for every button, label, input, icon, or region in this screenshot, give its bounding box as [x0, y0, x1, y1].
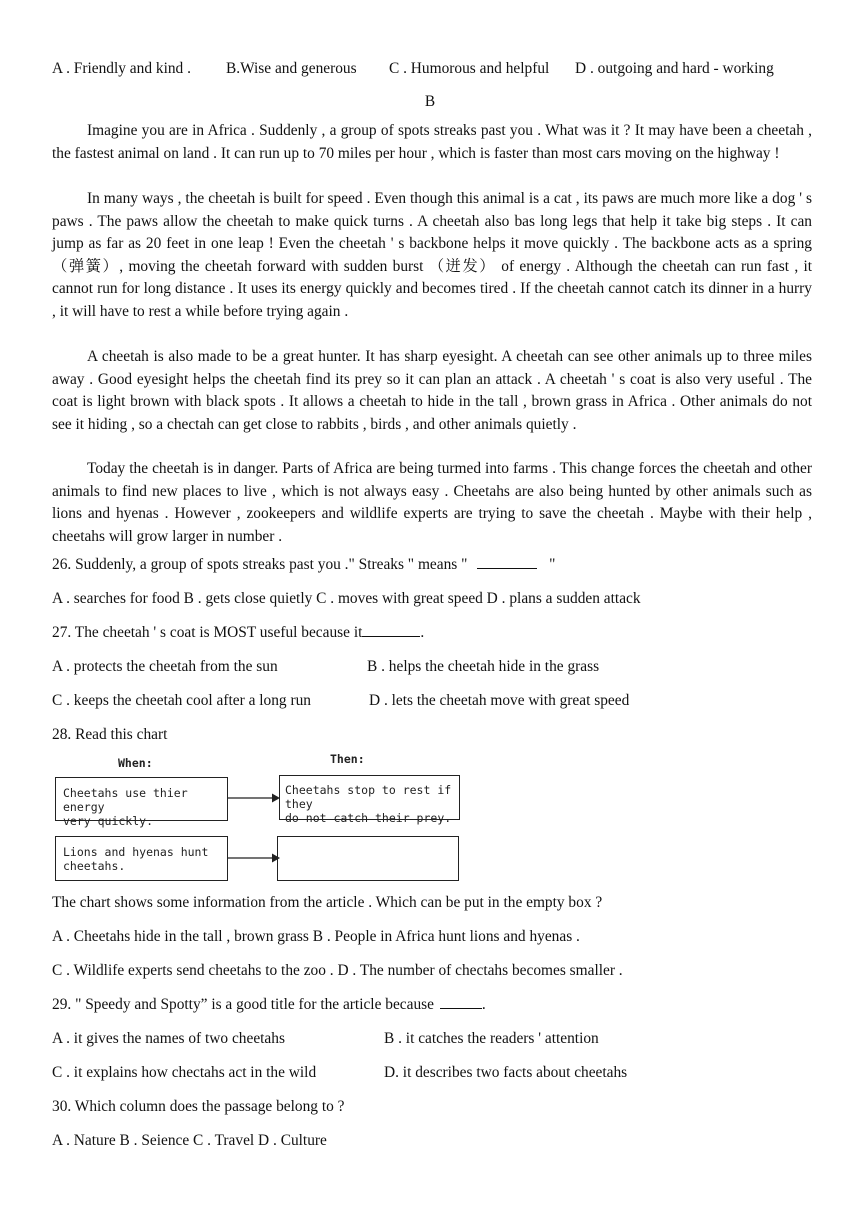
question-28-options-ab: A . Cheetahs hide in the tall , brown grass B . People in Africa hunt lions and hyenas .: [52, 928, 580, 945]
option-c: C . it explains how chectahs act in the wild: [52, 1064, 317, 1081]
passage-paragraph-1: Imagine you are in Africa . Suddenly , a group of spots streaks past you . What was it ? It may have been a cheetah , the fastest animal on land . It can run up to 70 miles per hour , which is faster than most cars moving on the highway !: [52, 122, 812, 162]
question-28-stem: 28. Read this chart: [52, 726, 168, 743]
passage-paragraph-4: Today the cheetah is in danger. Parts of Africa are being turmed into farms . This change forces the cheetah and other animals to find new places to live , which is not always easy . Cheetahs are also being hunted by other animals such as lions and hyenas . However , zookeepers and wildlife experts are trying to save the cheetah . Maybe with their help , cheetahs will grow larger in number .: [52, 460, 812, 545]
question-28-question: The chart shows some information from the article . Which can be put in the empty box ?: [52, 894, 603, 911]
option-d: D. it describes two facts about cheetahs: [384, 1064, 628, 1081]
option-b: B . it catches the readers ' attention: [384, 1030, 599, 1047]
question-27-stem: 27. The cheetah ' s coat is MOST useful because it: [52, 624, 363, 641]
passage-paragraph-3: A cheetah is also made to be a great hunter. It has sharp eyesight. A cheetah can see other animals up to three miles away . Good eyesight helps the cheetah find its prey so it can plan an attack . A cheetah ' s coat is also very useful . The coat is light brown with black spots . It allows a cheetah to hide in the tall , brown grass in Africa . Other animals do not see it hiding , so a chectah can get close to rabbits , birds , and other animals quietly .: [52, 348, 812, 433]
answer-blank: [477, 554, 537, 569]
option-c: C . keeps the cheetah cool after a long run: [52, 692, 311, 709]
chart-then-label: Then:: [330, 752, 365, 766]
question-28-options-cd: C . Wildlife experts send cheetahs to the zoo . D . The number of chectahs becomes smaller .: [52, 962, 623, 979]
chart-box-then-1: Cheetahs stop to rest if they do not catch their prey.: [279, 775, 460, 820]
answer-blank: [440, 994, 482, 1009]
chart-arrow-2: [228, 850, 280, 866]
option-a: A . protects the cheetah from the sun: [52, 658, 278, 675]
option-a: A . Friendly and kind .: [52, 60, 191, 77]
option-d: D . lets the cheetah move with great speed: [369, 692, 630, 709]
question-29: [52, 994, 812, 1017]
chart-box-when-1: Cheetahs use thier energy very quickly.: [55, 777, 228, 821]
option-b: B . helps the cheetah hide in the grass: [367, 658, 600, 675]
option-a: A . it gives the names of two cheetahs: [52, 1030, 285, 1047]
question-27-stem-end: .: [420, 624, 425, 641]
question-27-options-ab: [52, 656, 812, 679]
question-29-options-cd: [52, 1062, 812, 1085]
question-26-options: A . searches for food B . gets close quietly C . moves with great speed D . plans a sudden attack: [52, 590, 641, 607]
section-letter: B: [424, 93, 436, 110]
answer-blank: [362, 622, 420, 637]
question-30-stem: 30. Which column does the passage belong to ?: [52, 1098, 345, 1115]
passage-paragraph-2: In many ways , the cheetah is built for speed . Even though this animal is a cat , its paws are much more like a dog ' s paws . The paws allow the cheetah to make quick turns . A cheetah also bas long legs that help it take big steps . It can jump as far as 20 feet in one leap ! Even the cheetah ' s backbone helps it move quickly . The backbone acts as a spring（弹簧）, moving the cheetah forward with sudden burst （迸发） of energy . Although the cheetah can run fast , it cannot run for long distance . It uses its energy quickly and becomes tired . If the cheetah cannot catch its dinner in a hurry , it will have to rest a while before trying again .: [52, 190, 812, 320]
prev-question-options: [52, 58, 812, 81]
question-29-stem: 29. " Speedy and Spotty” is a good title for the article because: [52, 996, 434, 1013]
option-d: D . outgoing and hard - working: [575, 60, 774, 77]
chart-arrow-1: [228, 790, 280, 806]
question-26-stem: 26. Suddenly, a group of spots streaks past you ." Streaks " means ": [52, 556, 468, 573]
question-27-options-cd: [52, 690, 812, 713]
question-26-stem-end: ": [549, 556, 556, 573]
question-30-options: A . Nature B . Seience C . Travel D . Culture: [52, 1132, 327, 1149]
chart-box-then-2-empty: [277, 836, 459, 881]
chart-box-when-2: Lions and hyenas hunt cheetahs.: [55, 836, 228, 881]
option-b: B.Wise and generous: [226, 60, 357, 77]
question-27: [52, 622, 812, 645]
question-29-stem-end: .: [481, 996, 486, 1013]
question-29-options-ab: [52, 1028, 812, 1051]
chart-when-label: When:: [118, 756, 153, 770]
question-26: [52, 554, 812, 577]
option-c: C . Humorous and helpful: [389, 60, 550, 77]
